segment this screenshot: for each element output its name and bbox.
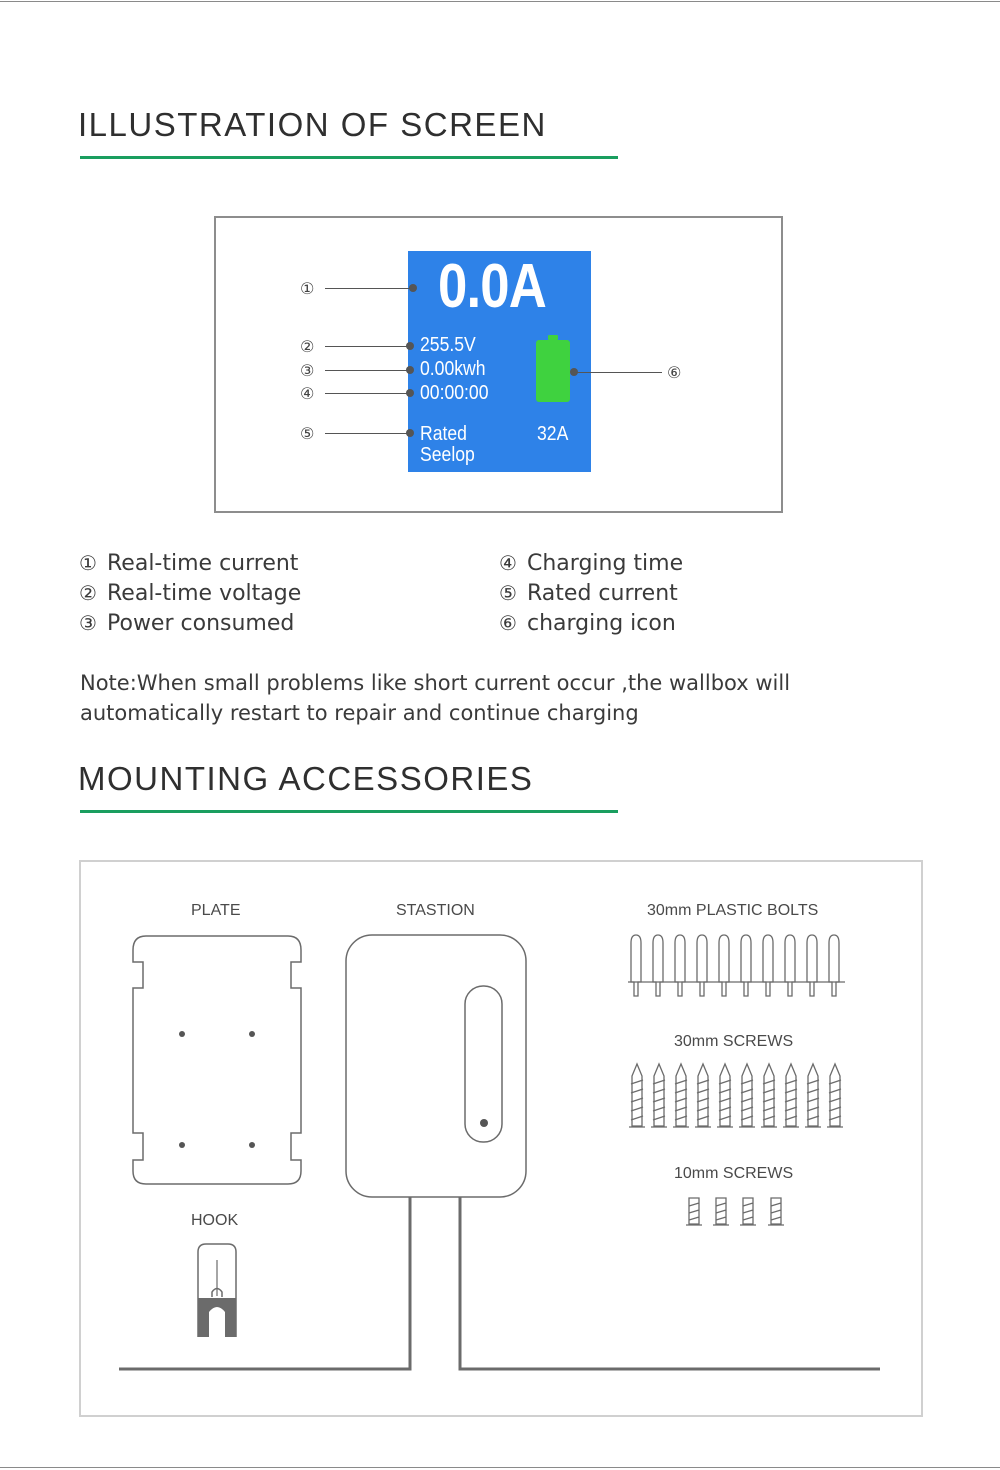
display-rated-value: 32A xyxy=(537,423,569,445)
display-rated-label: Rated xyxy=(420,423,467,445)
plate-hole xyxy=(249,1142,255,1148)
accessories-section-title: MOUNTING ACCESSORIES xyxy=(78,760,534,797)
station-body xyxy=(346,935,526,1197)
callout-3: ③ xyxy=(300,361,315,380)
plate-hole xyxy=(179,1031,185,1037)
screws10-label: 10mm SCREWS xyxy=(674,1165,794,1182)
legend-text-1: Real-time current xyxy=(107,551,299,576)
callout-5: ⑤ xyxy=(300,424,315,443)
cable-right xyxy=(460,1197,880,1369)
plate-outline xyxy=(133,936,301,1184)
callout-1: ① xyxy=(300,279,315,298)
legend-num-1: ① xyxy=(79,551,97,575)
station-label: STASTION xyxy=(396,902,475,919)
bolts-label: 30mm PLASTIC BOLTS xyxy=(647,902,819,919)
legend-text-6: charging icon xyxy=(527,611,676,636)
note-text: Note:When small problems like short current occur ,the wallbox will automatically restart to repair and continue charging xyxy=(80,671,791,725)
display-time: 00:00:00 xyxy=(420,382,489,404)
callout-4: ④ xyxy=(300,384,315,403)
screws-10mm xyxy=(686,1198,784,1225)
legend-text-4: Charging time xyxy=(527,551,684,576)
plastic-bolts xyxy=(628,935,845,996)
hook-label: HOOK xyxy=(191,1212,239,1229)
plate-hole xyxy=(249,1031,255,1037)
plate-hole xyxy=(179,1142,185,1148)
station-window xyxy=(465,986,502,1142)
legend-num-4: ④ xyxy=(499,551,517,575)
station-led xyxy=(480,1119,488,1127)
callout-2: ② xyxy=(300,337,315,356)
legend-text-5: Rated current xyxy=(527,581,678,606)
legend-num-2: ② xyxy=(79,581,97,605)
legend-num-5: ⑤ xyxy=(499,581,517,605)
cable-left xyxy=(119,1197,410,1369)
legend-num-3: ③ xyxy=(79,611,97,635)
display-energy: 0.00kwh xyxy=(420,358,486,380)
hook-body xyxy=(198,1298,236,1337)
screws30-label: 30mm SCREWS xyxy=(674,1033,794,1050)
screws-30mm xyxy=(629,1064,843,1127)
legend-num-6: ⑥ xyxy=(499,611,517,635)
display-brand: Seelop xyxy=(420,444,475,466)
plate-label: PLATE xyxy=(191,902,241,919)
legend-text-2: Real-time voltage xyxy=(107,581,302,606)
display-voltage: 255.5V xyxy=(420,334,476,356)
display-current: 0.0A xyxy=(438,252,546,321)
screen-section-title: ILLUSTRATION OF SCREEN xyxy=(78,106,547,143)
legend-text-3: Power consumed xyxy=(107,611,295,636)
callout-6: ⑥ xyxy=(667,363,682,382)
